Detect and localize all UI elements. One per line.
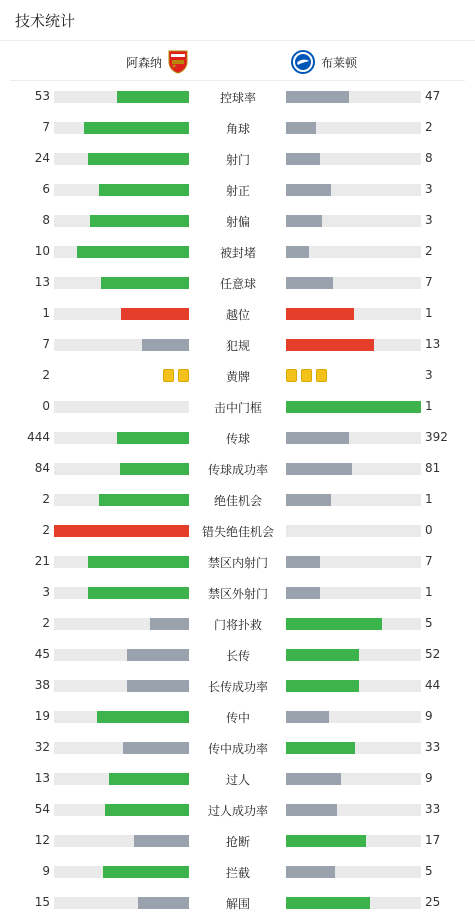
away-bar-track (286, 804, 421, 816)
home-bar-track (54, 215, 189, 227)
home-stat-value: 10 (34, 244, 50, 258)
home-bar-fill (88, 587, 189, 599)
home-bar-fill (103, 866, 189, 878)
stat-label: 传球 (225, 432, 250, 446)
home-stat-value: 53 (34, 89, 50, 103)
home-stat-value: 19 (34, 709, 50, 723)
away-stat-value: 9 (425, 771, 433, 785)
home-bar-track (54, 277, 189, 289)
stat-row (0, 732, 475, 763)
home-stat-value: 2 (42, 492, 50, 506)
stat-row (0, 608, 475, 639)
stat-row (0, 577, 475, 608)
away-stat-value: 5 (425, 616, 433, 630)
stat-label: 门将扑救 (213, 618, 262, 632)
stat-row (0, 391, 475, 422)
home-bar-track (54, 804, 189, 816)
home-bar-track (54, 401, 189, 413)
home-team-name: 阿森纳 (126, 55, 163, 70)
away-bar-track (286, 649, 421, 661)
away-stat-value: 25 (425, 895, 441, 909)
stat-label: 错失绝佳机会 (201, 525, 274, 539)
away-bar-track (286, 91, 421, 103)
home-bar-track (54, 525, 189, 537)
stat-label: 角球 (225, 122, 250, 136)
stat-label: 抢断 (225, 835, 250, 849)
away-bar-track (286, 339, 421, 351)
stat-label: 绝佳机会 (213, 494, 262, 508)
home-bar-track (54, 649, 189, 661)
page-title: 技术统计 (15, 12, 76, 30)
away-bar-fill (286, 122, 316, 134)
home-bar-fill (109, 773, 189, 785)
home-stat-value: 7 (42, 337, 50, 351)
home-stat-value: 45 (34, 647, 50, 661)
home-bar-fill (123, 742, 189, 754)
home-stat-value: 9 (42, 864, 50, 878)
home-bar-track (54, 246, 189, 258)
away-bar-track (286, 494, 421, 506)
stat-label: 传球成功率 (207, 463, 268, 477)
away-bar-track (286, 866, 421, 878)
away-bar-fill (286, 649, 359, 661)
home-bar-fill (117, 91, 189, 103)
stats-list (0, 81, 475, 918)
home-stat-value: 2 (42, 616, 50, 630)
away-bar-track (286, 401, 421, 413)
home-bar-fill (142, 339, 189, 351)
stat-row (0, 205, 475, 236)
home-stat-value: 7 (42, 120, 50, 134)
stat-row (0, 329, 475, 360)
home-bar-track (54, 835, 189, 847)
home-bar-fill (127, 680, 189, 692)
away-stat-value: 33 (425, 802, 441, 816)
away-stat-value: 1 (425, 399, 433, 413)
home-bar-fill (90, 215, 189, 227)
header-divider (0, 40, 475, 41)
stat-row (0, 515, 475, 546)
away-bar-track (286, 835, 421, 847)
away-stat-value: 392 (425, 430, 448, 444)
away-stat-value: 5 (425, 864, 433, 878)
stat-row (0, 174, 475, 205)
away-bar-fill (286, 494, 331, 506)
home-bar-fill (138, 897, 189, 909)
stat-label: 犯规 (225, 339, 250, 353)
away-bar-track (286, 587, 421, 599)
away-stat-value: 52 (425, 647, 441, 661)
home-bar-track (54, 618, 189, 630)
away-stat-value: 3 (425, 182, 433, 196)
home-bar-fill (99, 494, 189, 506)
stat-label: 射偏 (225, 215, 250, 229)
stat-row (0, 670, 475, 701)
stat-label: 射门 (225, 153, 250, 167)
away-stat-value: 1 (425, 306, 433, 320)
away-bar-track (286, 184, 421, 196)
stat-label: 过人 (225, 773, 250, 787)
home-bar-track (54, 494, 189, 506)
away-bar-track (286, 711, 421, 723)
home-stat-value: 8 (42, 213, 50, 227)
home-bar-track (54, 866, 189, 878)
stat-label: 射正 (225, 184, 250, 198)
stat-label: 拦截 (225, 866, 250, 880)
away-bar-fill (286, 897, 370, 909)
away-stat-value: 0 (425, 523, 433, 537)
home-bar-fill (99, 184, 189, 196)
home-stat-value: 15 (34, 895, 50, 909)
yellow-card-icon (163, 369, 174, 382)
away-bar-fill (286, 153, 320, 165)
stat-label: 控球率 (219, 91, 256, 105)
away-bar-track (286, 308, 421, 320)
home-stat-value: 3 (42, 585, 50, 599)
away-stat-value: 2 (425, 120, 433, 134)
away-bar-fill (286, 835, 366, 847)
home-stat-value: 84 (34, 461, 50, 475)
home-stat-value: 24 (34, 151, 50, 165)
away-bar-track (286, 277, 421, 289)
home-bar-fill (150, 618, 189, 630)
stat-label: 击中门框 (213, 401, 262, 415)
home-team[interactable] (126, 48, 188, 76)
away-bar-track (286, 215, 421, 227)
home-bar-track (54, 153, 189, 165)
stat-row (0, 701, 475, 732)
away-yellow-cards (286, 369, 327, 382)
stat-label: 被封堵 (219, 246, 256, 260)
stat-label: 解围 (225, 897, 250, 911)
stat-label: 过人成功率 (207, 804, 268, 818)
home-bar-fill (54, 525, 189, 537)
away-stat-value: 1 (425, 492, 433, 506)
away-bar-fill (286, 432, 349, 444)
stat-row (0, 143, 475, 174)
stat-row (0, 298, 475, 329)
away-bar-track (286, 153, 421, 165)
home-bar-fill (134, 835, 189, 847)
away-stat-value: 3 (425, 368, 433, 382)
home-bar-fill (127, 649, 189, 661)
away-bar-track (286, 556, 421, 568)
away-stat-value: 47 (425, 89, 441, 103)
home-bar-track (54, 897, 189, 909)
away-bar-fill (286, 866, 335, 878)
stat-row (0, 887, 475, 918)
away-bar-fill (286, 308, 354, 320)
home-bar-track (54, 773, 189, 785)
stat-row (0, 453, 475, 484)
stat-label: 长传成功率 (207, 680, 268, 694)
home-bar-fill (101, 277, 189, 289)
away-bar-track (286, 618, 421, 630)
away-bar-fill (286, 804, 337, 816)
home-bar-track (54, 308, 189, 320)
home-stat-value: 21 (34, 554, 50, 568)
stat-row (0, 422, 475, 453)
away-team[interactable] (291, 48, 357, 76)
away-bar-track (286, 463, 421, 475)
home-bar-fill (121, 308, 189, 320)
away-bar-track (286, 742, 421, 754)
stat-row (0, 81, 475, 112)
away-bar-fill (286, 91, 349, 103)
home-bar-track (54, 432, 189, 444)
stat-label: 传中成功率 (207, 742, 268, 756)
away-bar-fill (286, 246, 309, 258)
away-bar-track (286, 680, 421, 692)
home-bar-track (54, 463, 189, 475)
away-bar-fill (286, 618, 382, 630)
stat-row (0, 267, 475, 298)
away-bar-fill (286, 556, 320, 568)
brighton-crest-icon (291, 50, 315, 74)
home-bar-track (54, 184, 189, 196)
away-stat-value: 2 (425, 244, 433, 258)
home-stat-value: 12 (34, 833, 50, 847)
stat-label: 越位 (225, 308, 250, 322)
home-bar-fill (120, 463, 189, 475)
yellow-card-icon (316, 369, 327, 382)
stat-label: 禁区外射门 (207, 587, 268, 601)
home-stat-value: 2 (42, 368, 50, 382)
home-stat-value: 54 (34, 802, 50, 816)
away-stat-value: 8 (425, 151, 433, 165)
stat-row (0, 825, 475, 856)
away-stat-value: 44 (425, 678, 441, 692)
home-bar-fill (105, 804, 189, 816)
stat-row (0, 360, 475, 391)
home-bar-track (54, 556, 189, 568)
home-stat-value: 38 (34, 678, 50, 692)
home-bar-track (54, 91, 189, 103)
stat-row (0, 856, 475, 887)
away-stat-value: 7 (425, 554, 433, 568)
away-stat-value: 13 (425, 337, 441, 351)
home-stat-value: 2 (42, 523, 50, 537)
away-bar-fill (286, 339, 374, 351)
stat-row (0, 763, 475, 794)
away-bar-track (286, 897, 421, 909)
home-stat-value: 444 (27, 430, 50, 444)
yellow-card-icon (301, 369, 312, 382)
away-bar-fill (286, 711, 329, 723)
stat-row (0, 794, 475, 825)
home-bar-track (54, 742, 189, 754)
stat-label: 任意球 (219, 277, 256, 291)
stat-label: 禁区内射门 (207, 556, 268, 570)
away-bar-fill (286, 773, 341, 785)
home-bar-fill (97, 711, 189, 723)
stat-row (0, 236, 475, 267)
home-stat-value: 6 (42, 182, 50, 196)
home-bar-track (54, 587, 189, 599)
home-stat-value: 0 (42, 399, 50, 413)
home-bar-track (54, 680, 189, 692)
away-bar-fill (286, 463, 352, 475)
away-bar-track (286, 525, 421, 537)
away-bar-fill (286, 680, 359, 692)
home-bar-track (54, 339, 189, 351)
home-bar-fill (117, 432, 189, 444)
stat-row (0, 546, 475, 577)
home-bar-fill (88, 556, 189, 568)
stat-row (0, 484, 475, 515)
home-stat-value: 13 (34, 771, 50, 785)
home-stat-value: 32 (34, 740, 50, 754)
away-bar-fill (286, 587, 320, 599)
home-bar-track (54, 122, 189, 134)
away-stat-value: 9 (425, 709, 433, 723)
away-bar-track (286, 432, 421, 444)
away-bar-track (286, 122, 421, 134)
away-stat-value: 81 (425, 461, 441, 475)
home-bar-fill (88, 153, 189, 165)
away-bar-fill (286, 742, 355, 754)
away-bar-track (286, 773, 421, 785)
yellow-card-icon (286, 369, 297, 382)
yellow-card-icon (178, 369, 189, 382)
arsenal-crest-icon (168, 50, 188, 74)
stat-label: 黄牌 (225, 370, 250, 384)
away-bar-fill (286, 401, 421, 413)
away-bar-fill (286, 215, 322, 227)
stat-label: 传中 (225, 711, 250, 725)
away-stat-value: 1 (425, 585, 433, 599)
stat-row (0, 639, 475, 670)
stat-label: 长传 (225, 649, 250, 663)
away-bar-fill (286, 184, 331, 196)
home-bar-track (54, 711, 189, 723)
home-bar-fill (77, 246, 189, 258)
away-stat-value: 3 (425, 213, 433, 227)
stat-row (0, 112, 475, 143)
away-stat-value: 17 (425, 833, 441, 847)
home-stat-value: 1 (42, 306, 50, 320)
away-stat-value: 33 (425, 740, 441, 754)
away-stat-value: 7 (425, 275, 433, 289)
home-yellow-cards (163, 369, 189, 382)
away-team-name: 布莱顿 (321, 55, 358, 70)
home-stat-value: 13 (34, 275, 50, 289)
home-bar-fill (84, 122, 189, 134)
away-bar-fill (286, 277, 333, 289)
away-bar-track (286, 246, 421, 258)
